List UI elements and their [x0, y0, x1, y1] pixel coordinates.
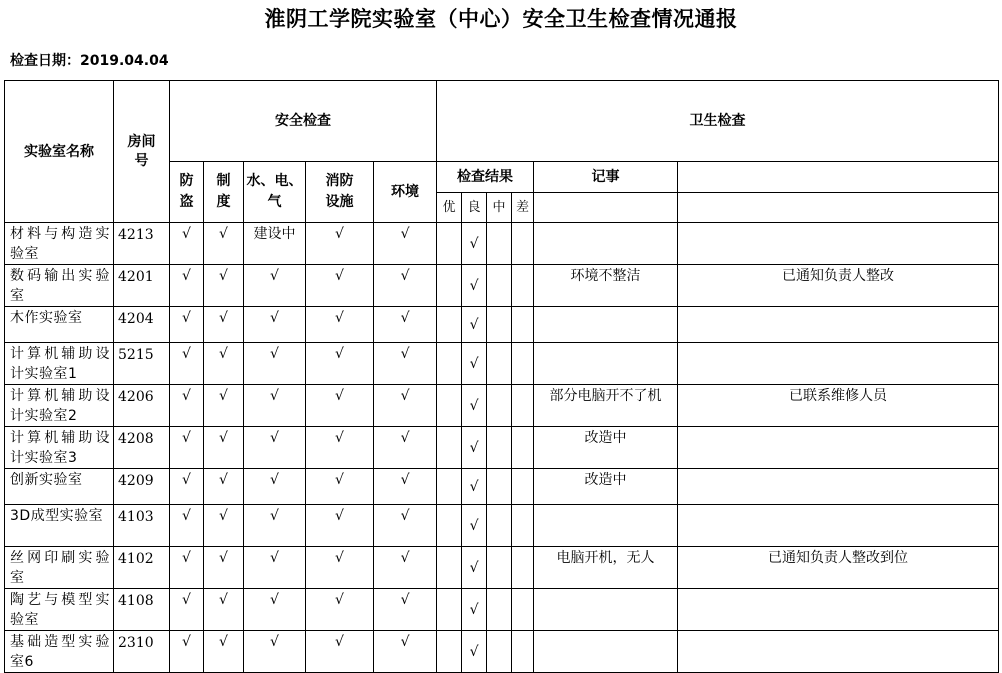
header-water-power-gas: 水、电、气	[244, 162, 306, 223]
regulations-cell: √	[204, 589, 244, 631]
result-excellent-cell	[437, 469, 462, 505]
result-poor-cell	[512, 307, 534, 343]
rectification-cell	[678, 631, 999, 673]
table-row	[5, 631, 999, 673]
fire-facilities-cell: √	[306, 265, 374, 307]
result-good-cell: √	[462, 631, 487, 673]
lab-name-cell: 数码输出实验室	[5, 265, 114, 307]
room-number-cell: 2310	[114, 631, 170, 673]
result-excellent-cell	[437, 631, 462, 673]
anti-theft-cell: √	[170, 631, 204, 673]
result-poor-cell	[512, 469, 534, 505]
lab-name-cell: 材料与构造实验室	[5, 223, 114, 265]
regulations-cell: √	[204, 469, 244, 505]
water-power-gas-cell: 建设中	[244, 223, 306, 265]
rectification-cell: 已通知负责人整改到位	[678, 547, 999, 589]
lab-name-cell: 木作实验室	[5, 307, 114, 343]
fire-facilities-cell: √	[306, 505, 374, 547]
table-row	[5, 223, 999, 265]
rectification-cell	[678, 343, 999, 385]
rectification-cell	[678, 223, 999, 265]
lab-name-cell: 基础造型实验室6	[5, 631, 114, 673]
table-row	[5, 589, 999, 631]
regulations-cell: √	[204, 223, 244, 265]
table-row	[5, 505, 999, 547]
water-power-gas-cell: √	[244, 547, 306, 589]
environment-cell: √	[374, 469, 437, 505]
header-medium: 中	[487, 193, 512, 223]
lab-name-cell: 计算机辅助设计实验室3	[5, 427, 114, 469]
result-medium-cell	[487, 265, 512, 307]
inspection-table	[4, 80, 999, 673]
water-power-gas-cell: √	[244, 385, 306, 427]
header-rectification-blank	[678, 193, 999, 223]
fire-facilities-cell: √	[306, 589, 374, 631]
table-row	[5, 469, 999, 505]
table-row	[5, 385, 999, 427]
water-power-gas-cell: √	[244, 505, 306, 547]
regulations-cell: √	[204, 265, 244, 307]
result-poor-cell	[512, 631, 534, 673]
result-poor-cell	[512, 589, 534, 631]
fire-facilities-cell: √	[306, 427, 374, 469]
fire-facilities-cell: √	[306, 469, 374, 505]
regulations-cell: √	[204, 547, 244, 589]
result-medium-cell	[487, 469, 512, 505]
result-medium-cell	[487, 589, 512, 631]
regulations-cell: √	[204, 343, 244, 385]
lab-name-cell: 计算机辅助设计实验室2	[5, 385, 114, 427]
room-number-cell: 4201	[114, 265, 170, 307]
regulations-cell: √	[204, 307, 244, 343]
notes-cell	[534, 589, 678, 631]
header-fire-facilities: 消防设施	[306, 162, 374, 223]
header-poor: 差	[512, 193, 534, 223]
anti-theft-cell: √	[170, 385, 204, 427]
water-power-gas-cell: √	[244, 631, 306, 673]
header-rectification-sub	[678, 162, 999, 193]
lab-name-cell: 丝网印刷实验室	[5, 547, 114, 589]
regulations-cell: √	[204, 427, 244, 469]
notes-cell	[534, 505, 678, 547]
header-excellent: 优	[437, 193, 462, 223]
environment-cell: √	[374, 265, 437, 307]
water-power-gas-cell: √	[244, 307, 306, 343]
table-row	[5, 547, 999, 589]
anti-theft-cell: √	[170, 469, 204, 505]
header-notes-blank	[534, 193, 678, 223]
notes-cell: 电脑开机，无人	[534, 547, 678, 589]
room-number-cell: 4213	[114, 223, 170, 265]
result-poor-cell	[512, 265, 534, 307]
result-poor-cell	[512, 427, 534, 469]
fire-facilities-cell: √	[306, 343, 374, 385]
result-good-cell: √	[462, 547, 487, 589]
result-good-cell: √	[462, 427, 487, 469]
lab-name-cell: 创新实验室	[5, 469, 114, 505]
environment-cell: √	[374, 427, 437, 469]
result-medium-cell	[487, 631, 512, 673]
result-good-cell: √	[462, 589, 487, 631]
water-power-gas-cell: √	[244, 265, 306, 307]
result-good-cell: √	[462, 343, 487, 385]
fire-facilities-cell: √	[306, 547, 374, 589]
room-number-cell: 4204	[114, 307, 170, 343]
rectification-cell	[678, 505, 999, 547]
rectification-cell	[678, 589, 999, 631]
regulations-cell: √	[204, 631, 244, 673]
result-poor-cell	[512, 385, 534, 427]
result-excellent-cell	[437, 505, 462, 547]
result-excellent-cell	[437, 547, 462, 589]
header-lab-name: 实验室名称	[5, 81, 114, 223]
result-good-cell: √	[462, 265, 487, 307]
header-good: 良	[462, 193, 487, 223]
lab-name-cell: 3D成型实验室	[5, 505, 114, 547]
result-excellent-cell	[437, 589, 462, 631]
notes-cell: 环境不整洁	[534, 265, 678, 307]
environment-cell: √	[374, 343, 437, 385]
result-medium-cell	[487, 223, 512, 265]
table-row	[5, 343, 999, 385]
environment-cell: √	[374, 223, 437, 265]
header-anti-theft: 防盗	[170, 162, 204, 223]
room-number-cell: 4208	[114, 427, 170, 469]
environment-cell: √	[374, 547, 437, 589]
room-number-cell: 4103	[114, 505, 170, 547]
result-poor-cell	[512, 223, 534, 265]
result-poor-cell	[512, 343, 534, 385]
notes-cell	[534, 631, 678, 673]
result-poor-cell	[512, 547, 534, 589]
environment-cell: √	[374, 505, 437, 547]
water-power-gas-cell: √	[244, 427, 306, 469]
water-power-gas-cell: √	[244, 343, 306, 385]
notes-cell: 部分电脑开不了机	[534, 385, 678, 427]
anti-theft-cell: √	[170, 505, 204, 547]
room-number-cell: 4108	[114, 589, 170, 631]
rectification-cell	[678, 427, 999, 469]
result-medium-cell	[487, 343, 512, 385]
anti-theft-cell: √	[170, 265, 204, 307]
header-regulations: 制度	[204, 162, 244, 223]
result-good-cell: √	[462, 307, 487, 343]
anti-theft-cell: √	[170, 427, 204, 469]
report-title: 淮阴工学院实验室（中心）安全卫生检查情况通报	[264, 7, 738, 31]
notes-cell	[534, 343, 678, 385]
fire-facilities-cell: √	[306, 385, 374, 427]
lab-name-cell: 陶艺与模型实验室	[5, 589, 114, 631]
result-poor-cell	[512, 505, 534, 547]
rectification-cell	[678, 307, 999, 343]
result-medium-cell	[487, 307, 512, 343]
result-good-cell: √	[462, 505, 487, 547]
fire-facilities-cell: √	[306, 631, 374, 673]
header-room-no: 房间号	[114, 81, 170, 223]
result-excellent-cell	[437, 343, 462, 385]
result-excellent-cell	[437, 223, 462, 265]
fire-facilities-cell: √	[306, 223, 374, 265]
lab-name-cell: 计算机辅助设计实验室1	[5, 343, 114, 385]
anti-theft-cell: √	[170, 307, 204, 343]
result-medium-cell	[487, 427, 512, 469]
inspection-date: 检查日期：2019.04.04	[10, 53, 169, 69]
water-power-gas-cell: √	[244, 589, 306, 631]
header-check-result: 检查结果	[437, 162, 534, 193]
result-medium-cell	[487, 547, 512, 589]
room-number-cell: 4206	[114, 385, 170, 427]
rectification-cell: 已通知负责人整改	[678, 265, 999, 307]
result-good-cell: √	[462, 469, 487, 505]
result-excellent-cell	[437, 307, 462, 343]
rectification-cell	[678, 469, 999, 505]
result-excellent-cell	[437, 385, 462, 427]
anti-theft-cell: √	[170, 589, 204, 631]
table-row	[5, 307, 999, 343]
room-number-cell: 5215	[114, 343, 170, 385]
environment-cell: √	[374, 631, 437, 673]
header-environment: 环境	[374, 162, 437, 223]
room-number-cell: 4209	[114, 469, 170, 505]
header-safety-check: 安全检查	[170, 81, 437, 162]
anti-theft-cell: √	[170, 343, 204, 385]
result-medium-cell	[487, 505, 512, 547]
table-row	[5, 265, 999, 307]
anti-theft-cell: √	[170, 547, 204, 589]
fire-facilities-cell: √	[306, 307, 374, 343]
result-excellent-cell	[437, 265, 462, 307]
notes-cell: 改造中	[534, 469, 678, 505]
environment-cell: √	[374, 589, 437, 631]
header-notes: 记事	[534, 162, 678, 193]
result-medium-cell	[487, 385, 512, 427]
regulations-cell: √	[204, 505, 244, 547]
environment-cell: √	[374, 385, 437, 427]
notes-cell	[534, 223, 678, 265]
notes-cell	[534, 307, 678, 343]
water-power-gas-cell: √	[244, 469, 306, 505]
room-number-cell: 4102	[114, 547, 170, 589]
environment-cell: √	[374, 307, 437, 343]
result-excellent-cell	[437, 427, 462, 469]
regulations-cell: √	[204, 385, 244, 427]
table-row	[5, 427, 999, 469]
result-good-cell: √	[462, 385, 487, 427]
rectification-cell: 已联系维修人员	[678, 385, 999, 427]
result-good-cell: √	[462, 223, 487, 265]
anti-theft-cell: √	[170, 223, 204, 265]
header-hygiene-check: 卫生检查	[437, 81, 999, 162]
notes-cell: 改造中	[534, 427, 678, 469]
